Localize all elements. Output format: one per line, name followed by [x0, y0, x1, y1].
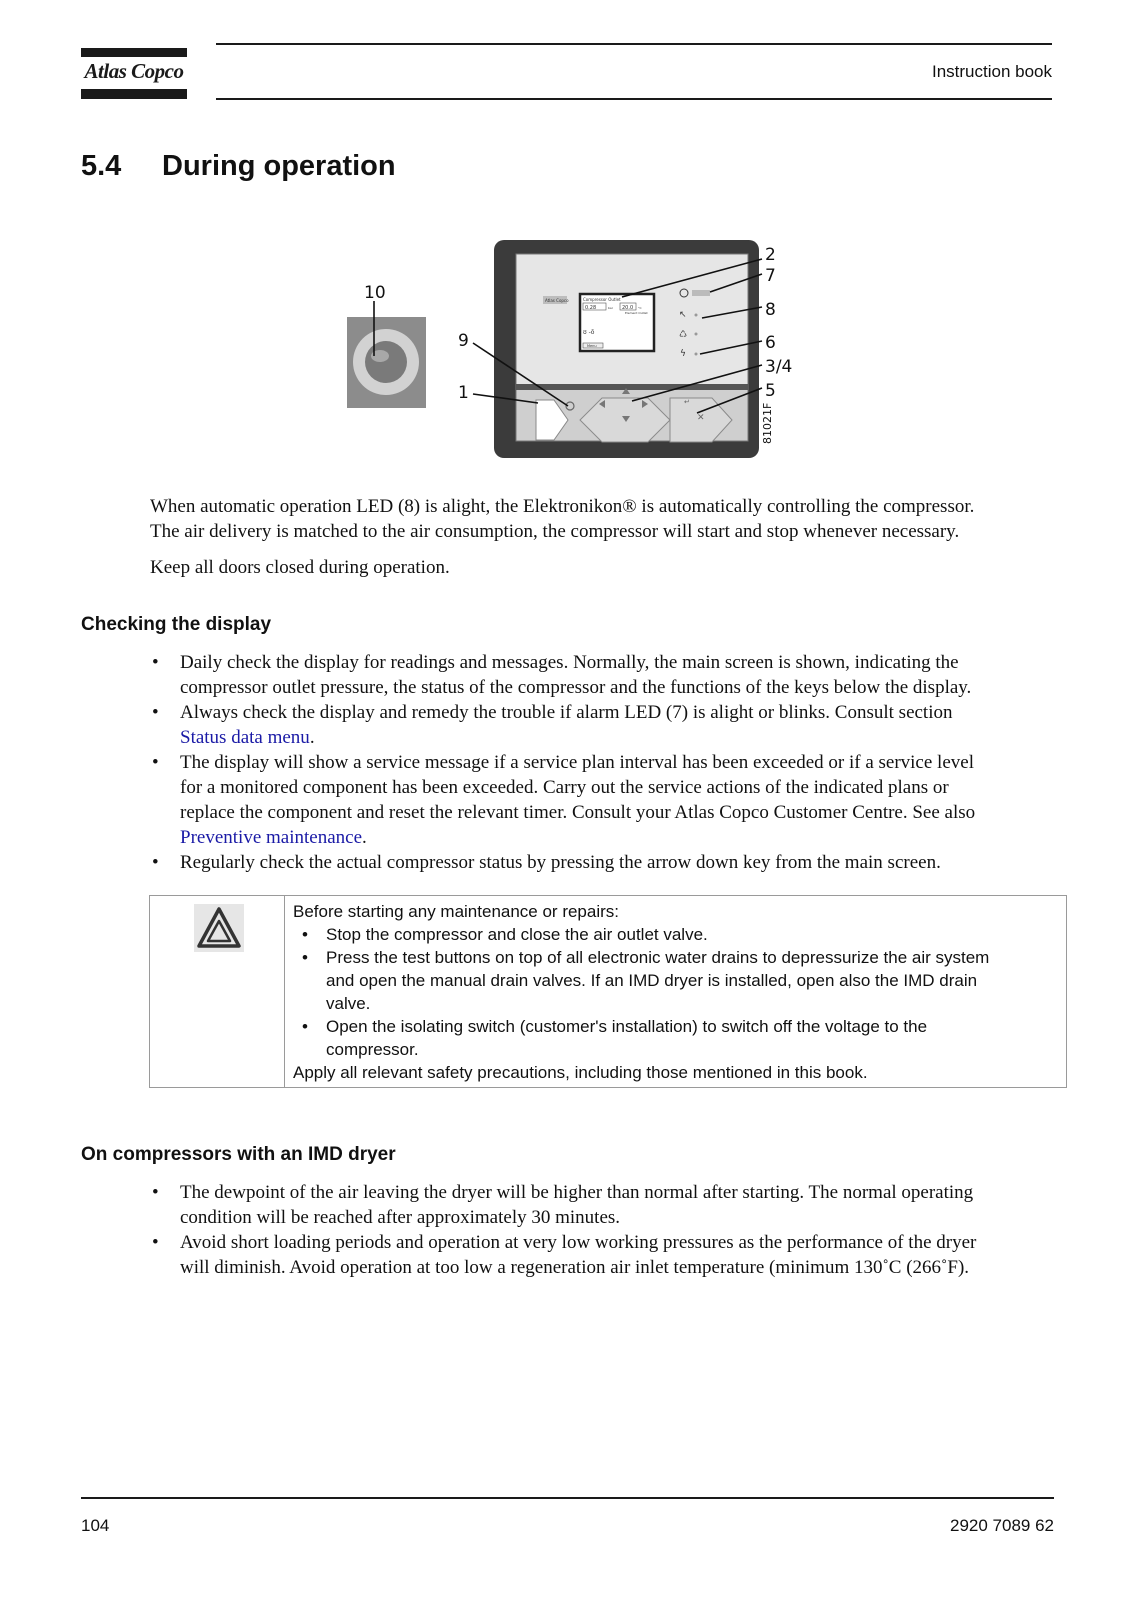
- list-item-line: • Daily check the display for readings and messages. Normally, the main screen is shown, indicating the: [180, 652, 959, 673]
- list-item-line: • Regularly check the actual compressor status by pressing the arrow down key from the main screen.: [180, 852, 941, 873]
- list-item: [150, 700, 1060, 750]
- section-number: 5.4: [81, 150, 122, 182]
- safety-warning-box: [149, 895, 1067, 1088]
- screen-value2: 20.0: [622, 305, 634, 311]
- list-item: [150, 650, 1060, 700]
- list-item-line: Preventive maintenance.: [180, 827, 367, 848]
- list-item-line: valve.: [326, 994, 371, 1013]
- warning-list: [293, 923, 1063, 1061]
- svg-text:ϟ: ϟ: [680, 349, 686, 359]
- callout-2: 2: [765, 245, 776, 265]
- section-title: During operation: [162, 150, 396, 182]
- status-data-menu-link[interactable]: Status data menu: [180, 727, 310, 748]
- list-item-line: • The dewpoint of the air leaving the dryer will be higher than normal after starting. The normal operating: [180, 1182, 974, 1203]
- header-doc-type: Instruction book: [931, 62, 1052, 81]
- callout-1: 1: [458, 383, 469, 403]
- list-item-line: • Stop the compressor and close the air outlet valve.: [326, 925, 708, 944]
- warning-triangle-icon: [194, 904, 244, 952]
- callout-5: 5: [765, 381, 776, 401]
- list-item: [150, 1230, 1060, 1280]
- page-number: 104: [81, 1516, 110, 1535]
- svg-text:♺: ♺: [679, 330, 688, 340]
- svg-text:↵: ↵: [684, 398, 690, 406]
- screen-title: Compressor Outlet: [583, 297, 621, 302]
- list-item-line: • Press the test buttons on top of all electronic water drains to depressurize the air system: [326, 948, 990, 967]
- callout-7: 7: [765, 266, 776, 286]
- list-item-line: for a monitored component has been exceeded. Carry out the service actions of the indicated plans or: [180, 777, 949, 798]
- warning-intro: Before starting any maintenance or repairs:: [293, 902, 620, 921]
- section-heading: [81, 150, 396, 183]
- list-item-line: condition will be reached after approximately 30 minutes.: [180, 1207, 621, 1228]
- preventive-maintenance-link[interactable]: Preventive maintenance: [180, 827, 363, 848]
- doors-paragraph: Keep all doors closed during operation.: [150, 557, 450, 578]
- screen-value1: 0.28: [585, 305, 597, 311]
- list-item-line: • Open the isolating switch (customer's installation) to switch off the voltage to the: [326, 1017, 928, 1036]
- screen-unit2: °C: [638, 306, 642, 310]
- list-item-line: • Avoid short loading periods and operation at very low working pressures as the performance of the dryer: [180, 1232, 977, 1253]
- list-item: [150, 1180, 1060, 1230]
- list-item-line: • The display will show a service message if a service plan interval has been exceeded or if a service level: [180, 752, 974, 773]
- callout-9: 9: [458, 331, 469, 351]
- document-number: 2920 7089 62: [950, 1516, 1054, 1535]
- callout-10: 10: [364, 283, 386, 303]
- list-item: [150, 850, 1060, 875]
- callout-8: 8: [765, 300, 776, 320]
- list-item-line: replace the component and reset the relevant timer. Consult your Atlas Copco Customer Centre. See also: [180, 802, 976, 823]
- callout-6: 6: [765, 333, 776, 353]
- list-item-line: • Always check the display and remedy the trouble if alarm LED (7) is alight or blinks. Consult section: [180, 702, 953, 723]
- svg-text:✕: ✕: [697, 413, 705, 423]
- footer-rule: [81, 1497, 1054, 1499]
- screen-label2: Element Outlet: [625, 311, 648, 315]
- list-item-line: compressor.: [326, 1040, 419, 1059]
- list-item-line: Status data menu.: [180, 727, 315, 748]
- svg-text:ʊ -ŏ: ʊ -ŏ: [583, 329, 595, 336]
- list-item-line: compressor outlet pressure, the status of the compressor and the functions of the keys below the display.: [180, 677, 972, 698]
- list-item: [293, 923, 1063, 946]
- header-rule-top: [216, 43, 1052, 45]
- header-rule-bottom: [216, 98, 1052, 100]
- list-item: [293, 946, 1063, 1015]
- callout-3-4: 3/4: [765, 357, 793, 377]
- intro-paragraph: [150, 494, 1060, 544]
- display-screen: [580, 294, 654, 351]
- logo-top-bar: [81, 48, 187, 57]
- warning-text: [293, 900, 1063, 1084]
- imd-dryer-list: [150, 1180, 1060, 1280]
- list-item-line: will diminish. Avoid operation at too low a regeneration air inlet temperature (minimum 130˚C (266˚F).: [180, 1257, 970, 1278]
- list-item-line: and open the manual drain valves. If an IMD dryer is installed, open also the IMD drain: [326, 971, 978, 990]
- svg-text:↖: ↖: [679, 310, 687, 320]
- emergency-stop-detail: [347, 317, 426, 408]
- screen-brand: Atlas Copco: [545, 298, 569, 303]
- controller-figure: [340, 238, 810, 468]
- checking-display-heading: Checking the display: [81, 614, 272, 635]
- checking-display-list: [150, 650, 1060, 875]
- screen-unit1: bar: [608, 306, 613, 310]
- logo-bottom-bar: [81, 89, 187, 99]
- atlas-copco-logo: [81, 48, 187, 100]
- figure-code: 81021F: [761, 402, 774, 444]
- warning-divider: [284, 896, 285, 1087]
- warning-outro: Apply all relevant safety precautions, including those mentioned in this book.: [293, 1063, 868, 1082]
- list-item: [293, 1015, 1063, 1061]
- logo-text: Atlas Copco: [84, 59, 184, 83]
- screen-menu: Menu: [587, 344, 597, 348]
- intro-line-2: The air delivery is matched to the air consumption, the compressor will start and stop whenever necessary.: [150, 521, 960, 542]
- list-item: [150, 750, 1060, 850]
- intro-line-1: When automatic operation LED (8) is alight, the Elektronikon® is automatically controlling the compressor.: [150, 496, 975, 517]
- imd-dryer-heading: On compressors with an IMD dryer: [81, 1144, 396, 1165]
